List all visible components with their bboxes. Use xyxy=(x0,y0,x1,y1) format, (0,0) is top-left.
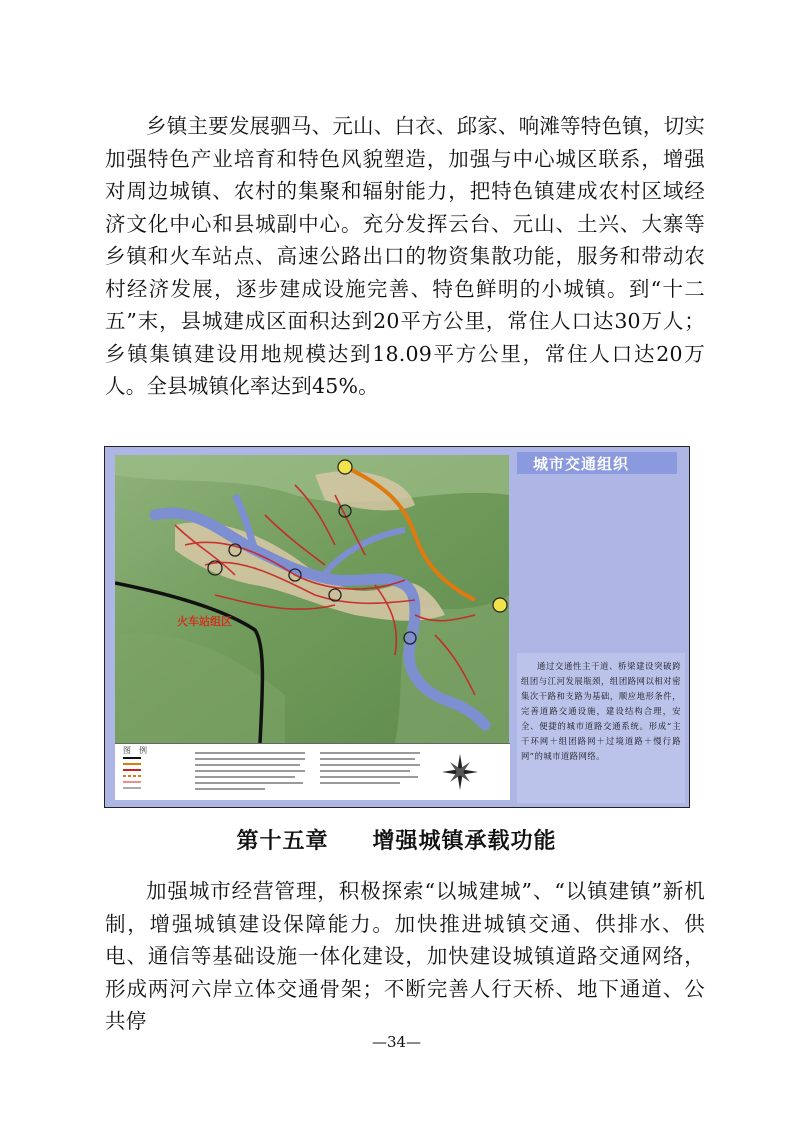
figure-title: 城市交通组织 xyxy=(533,455,630,473)
chapter-number: 第十五章 xyxy=(236,829,329,854)
body-paragraph-2: 加强城市经营管理，积极探索“以城建城”、“以镇建镇”新机制，增强城镇建设保障能力。加快推进城镇交通、供排水、供电、通信等基础设施一体化建设，加快建设城镇道路交通网络，形成两河六岸立体交通骨架；不断完善人行天桥、地下通道、公共停 xyxy=(105,879,705,1033)
chapter-heading xyxy=(0,824,793,855)
legend-swatches xyxy=(115,744,510,798)
station-area-label: 火车站组区 xyxy=(177,615,232,628)
page-number: —34— xyxy=(371,1033,422,1051)
body-paragraph-1: 乡镇主要发展驷马、元山、白衣、邱家、响滩等特色镇，切实加强特色产业培育和特色风貌塑造，加强与中心城区联系，增强对周边城镇、农村的集聚和辐射能力，把特色镇建成农村区域经济文化中心和县城副中心。充分发挥云台、元山、土兴、大寨等乡镇和火车站点、高速公路出口的物资集散功能，服务和带动农村经济发展，逐步建成设施完善、特色鲜明的小城镇。到“十二五”末，县城建成区面积达到20平方公里，常住人口达30万人；乡镇集镇建设用地规模达到18.09平方公里，常住人口达20万人。全县城镇化率达到45%。 xyxy=(105,114,705,398)
traffic-map-figure xyxy=(104,446,690,808)
chapter-title: 增强城镇承载功能 xyxy=(372,829,557,854)
city-traffic-map xyxy=(115,455,509,743)
legend-title: 图 例 xyxy=(123,746,147,755)
compass-rose-icon xyxy=(442,754,478,790)
map-legend xyxy=(115,743,510,800)
figure-description: 通过交通性主干道、桥梁建设突破跨组团与江河发展瓶颈，组团路网以相对密集次干路和支路为基础，顺应地形条件，完善道路交通设施，建设结构合理，安全、便捷的城市道路交通系统。形成“主干环网＋组团路网＋过境道路＋慢行路网”的城市道路网络。 xyxy=(521,661,681,761)
